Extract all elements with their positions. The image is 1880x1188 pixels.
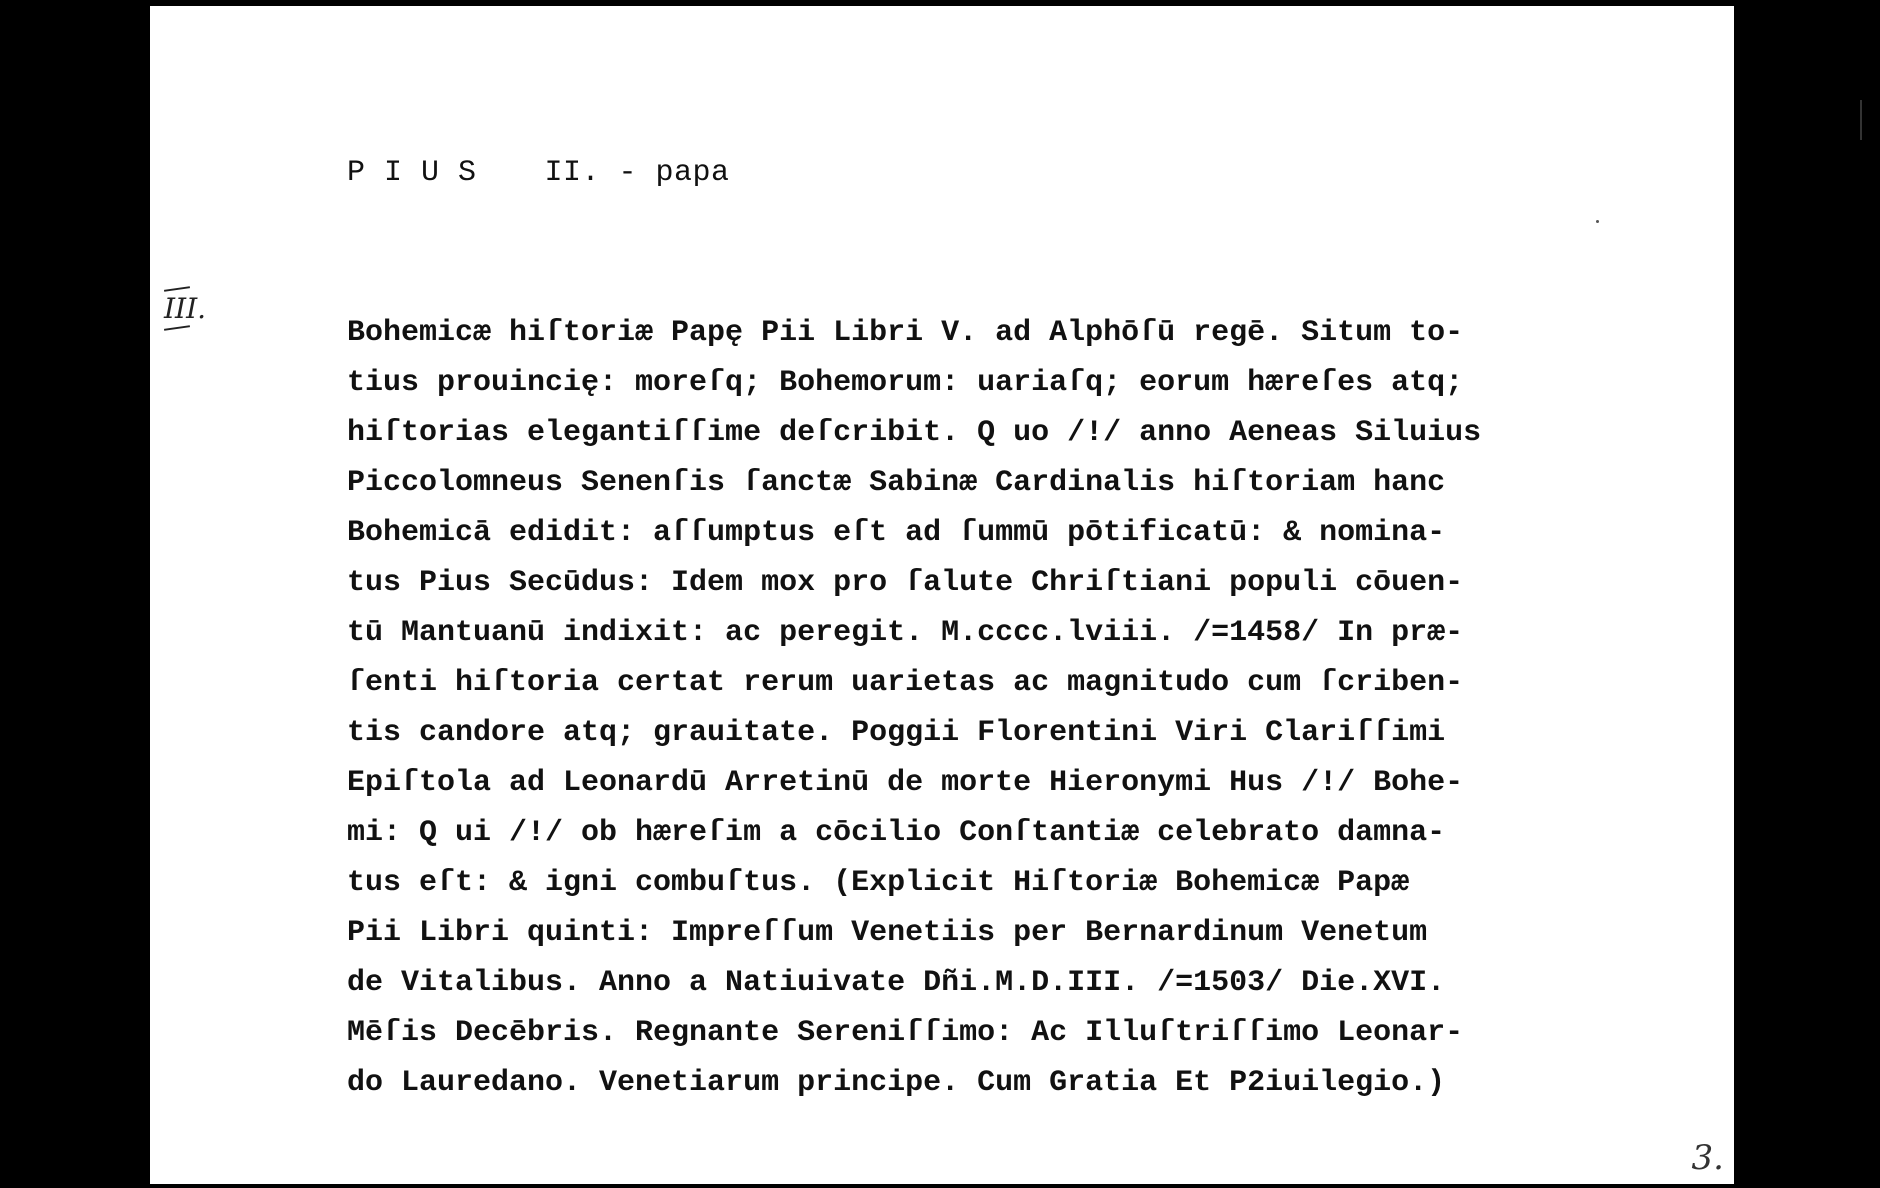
card-heading [347,156,730,190]
heading-title: II. - papa [544,156,730,190]
body-line: Mēſis Decēbris. Regnante Sereniſſimo: Ac Illuſtriſſimo Leonar- [347,1016,1464,1050]
body-line: Pii Libri quinti: Impreſſum Venetiis per Bernardinum Venetum [347,916,1428,950]
card-body-text [347,308,1647,1108]
body-line: Piccolomneus Senenſis ſanctæ Sabinæ Cardinalis hiſtoriam hanc [347,466,1446,500]
body-line: tū Mantuanū indixit: ac peregit. M.cccc.lviii. /=1458/ In præ- [347,616,1464,650]
body-line: tus eſt: & igni combuſtus. (Explicit Hiſtoriæ Bohemicæ Papæ [347,866,1410,900]
body-line: tis candore atq; grauitate. Poggii Florentini Viri Clariſſimi [347,716,1446,750]
body-line: ſenti hiſtoria certat rerum uarietas ac magnitudo cum ſcriben- [347,666,1464,700]
margin-annotation: III. [164,292,207,325]
speck-mark [1596,220,1599,223]
body-line: de Vitalibus. Anno a Natiuivate Dñi.M.D.III. /=1503/ Die.XVI. [347,966,1446,1000]
body-line: do Lauredano. Venetiarum principe. Cum Gratia Et P2iuilegio.) [347,1066,1446,1100]
body-line: Bohemicā edidit: aſſumptus eſt ad ſummū pōtificatū: & nomina- [347,516,1446,550]
body-line: Epiſtola ad Leonardū Arretinū de morte Hieronymi Hus /!/ Bohe- [347,766,1464,800]
body-line: Bohemicæ hiſtoriæ Papę Pii Libri V. ad Alphōſū regē. Situm to- [347,316,1464,350]
page-number: 3. [1691,1138,1724,1178]
body-line: tus Pius Secūdus: Idem mox pro ſalute Chriſtiani populi cōuen- [347,566,1464,600]
catalog-card [150,6,1734,1184]
body-line: hiſtorias elegantiſſime deſcribit. Q uo /!/ anno Aeneas Siluius [347,416,1482,450]
heading-name: P I U S [347,156,477,190]
scan-edge-mark [1860,100,1862,140]
body-line: mi: Q ui /!/ ob hæreſim a cōcilio Conſtantiæ celebrato damna- [347,816,1446,850]
body-line: tius prouincię: moreſq; Bohemorum: uariaſq; eorum hæreſes atq; [347,366,1464,400]
